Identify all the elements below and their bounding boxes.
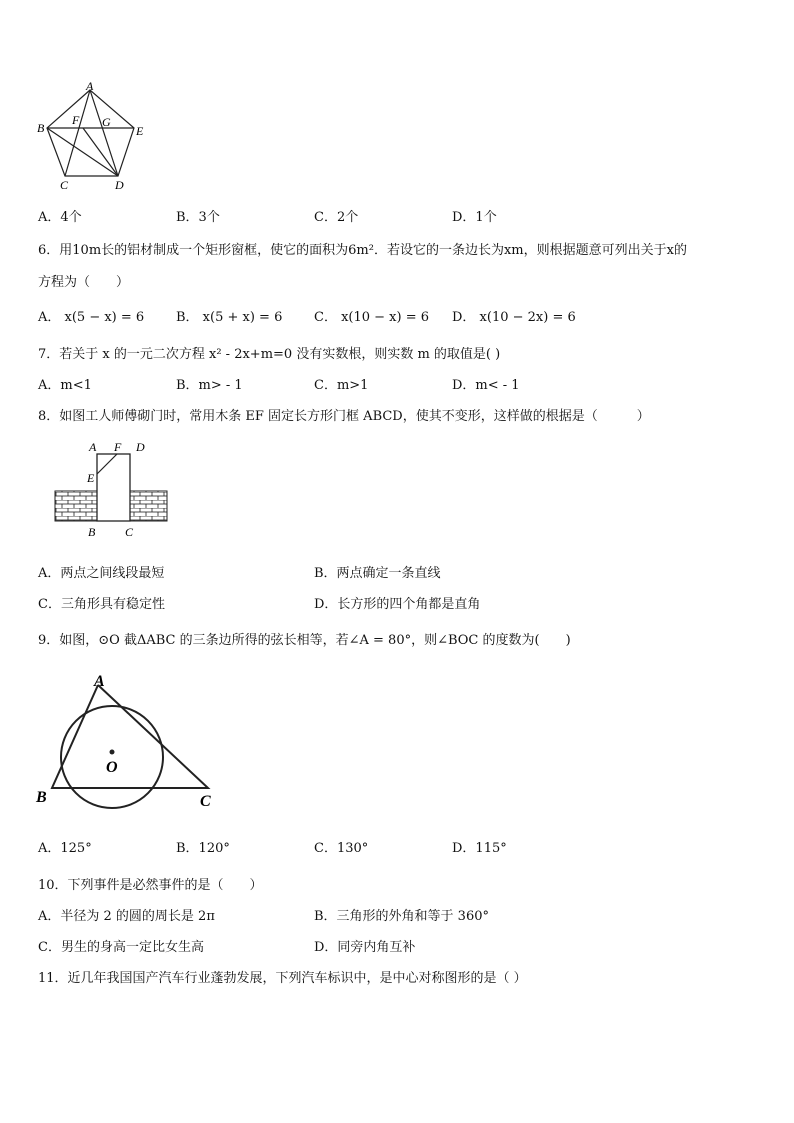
q9-stem: 9．如图，⊙O 截ΔABC 的三条边所得的弦长相等，若∠A = 80°，则∠BOC 的度数为( ) xyxy=(38,633,571,648)
q6-option-c: C． x(10 − x) = 6 xyxy=(314,310,430,325)
q7-option-b: B．m> - 1 xyxy=(176,378,243,393)
label-F: F xyxy=(114,440,122,454)
q6-option-d: D． x(10 − 2x) = 6 xyxy=(452,310,576,325)
q9-option-b: B．120° xyxy=(176,841,230,856)
label-F: F xyxy=(72,113,80,127)
q5-option-a: A．4个 xyxy=(38,210,82,225)
q5-option-c: C．2个 xyxy=(314,210,359,225)
label-A: A xyxy=(86,80,94,93)
q9-option-c: C．130° xyxy=(314,841,369,856)
q8-option-d: D．长方形的四个角都是直角 xyxy=(314,597,481,612)
q11-stem: 11．近几年我国国产汽车行业蓬勃发展，下列汽车标识中，是中心对称图形的是（ ） xyxy=(38,971,527,986)
q8-stem: 8．如图工人师傅砌门时，常用木条 EF 固定长方形门框 ABCD，使其不变形，这样做的根据是（ ） xyxy=(38,409,650,424)
q8-option-b: B．两点确定一条直线 xyxy=(314,566,441,581)
q9-option-a: A．125° xyxy=(38,841,92,856)
q9-option-d: D．115° xyxy=(452,841,507,856)
q6-option-b: B． x(5 + x) = 6 xyxy=(176,310,283,325)
q6-stem-line2: 方程为（ ） xyxy=(38,275,130,290)
q10-option-d: D．同旁内角互补 xyxy=(314,940,416,955)
q10-option-a: A．半径为 2 的圆的周长是 2π xyxy=(38,909,215,924)
label-A: A xyxy=(94,673,105,690)
q7-stem: 7．若关于 x 的一元二次方程 x² - 2x+m=0 没有实数根，则实数 m 的取值是( ) xyxy=(38,347,501,362)
label-B: B xyxy=(36,789,47,806)
label-C: C xyxy=(60,178,69,192)
q8-option-c: C．三角形具有稳定性 xyxy=(38,597,165,612)
label-E: E xyxy=(87,471,95,485)
q10-stem: 10．下列事件是必然事件的是（ ） xyxy=(38,878,263,893)
q7-option-d: D．m< - 1 xyxy=(452,378,520,393)
q10-option-b: B．三角形的外角和等于 360° xyxy=(314,909,489,924)
q6-option-a: A． x(5 − x) = 6 xyxy=(38,310,145,325)
pentagon-figure xyxy=(30,80,160,195)
label-C: C xyxy=(200,793,211,810)
label-G: G xyxy=(102,115,111,129)
label-C: C xyxy=(125,525,134,539)
label-D: D xyxy=(136,440,145,454)
label-O: O xyxy=(106,759,118,776)
q6-stem-line1: 6．用10m长的铝材制成一个矩形窗框，使它的面积为6m²．若设它的一条边长为xm，则根据题意可列出关于x的 xyxy=(38,243,687,258)
q5-option-b: B．3个 xyxy=(176,210,220,225)
door-frame-figure xyxy=(50,436,172,542)
label-E: E xyxy=(136,124,144,138)
q5-option-d: D．1个 xyxy=(452,210,497,225)
label-B: B xyxy=(37,121,45,135)
label-A: A xyxy=(89,440,97,454)
q7-option-c: C．m>1 xyxy=(314,378,369,393)
circle-triangle-figure xyxy=(30,668,220,810)
label-B: B xyxy=(88,525,96,539)
q7-option-a: A．m<1 xyxy=(38,378,92,393)
q8-option-a: A．两点之间线段最短 xyxy=(38,566,165,581)
q10-option-c: C．男生的身高一定比女生高 xyxy=(38,940,204,955)
label-D: D xyxy=(115,178,124,192)
